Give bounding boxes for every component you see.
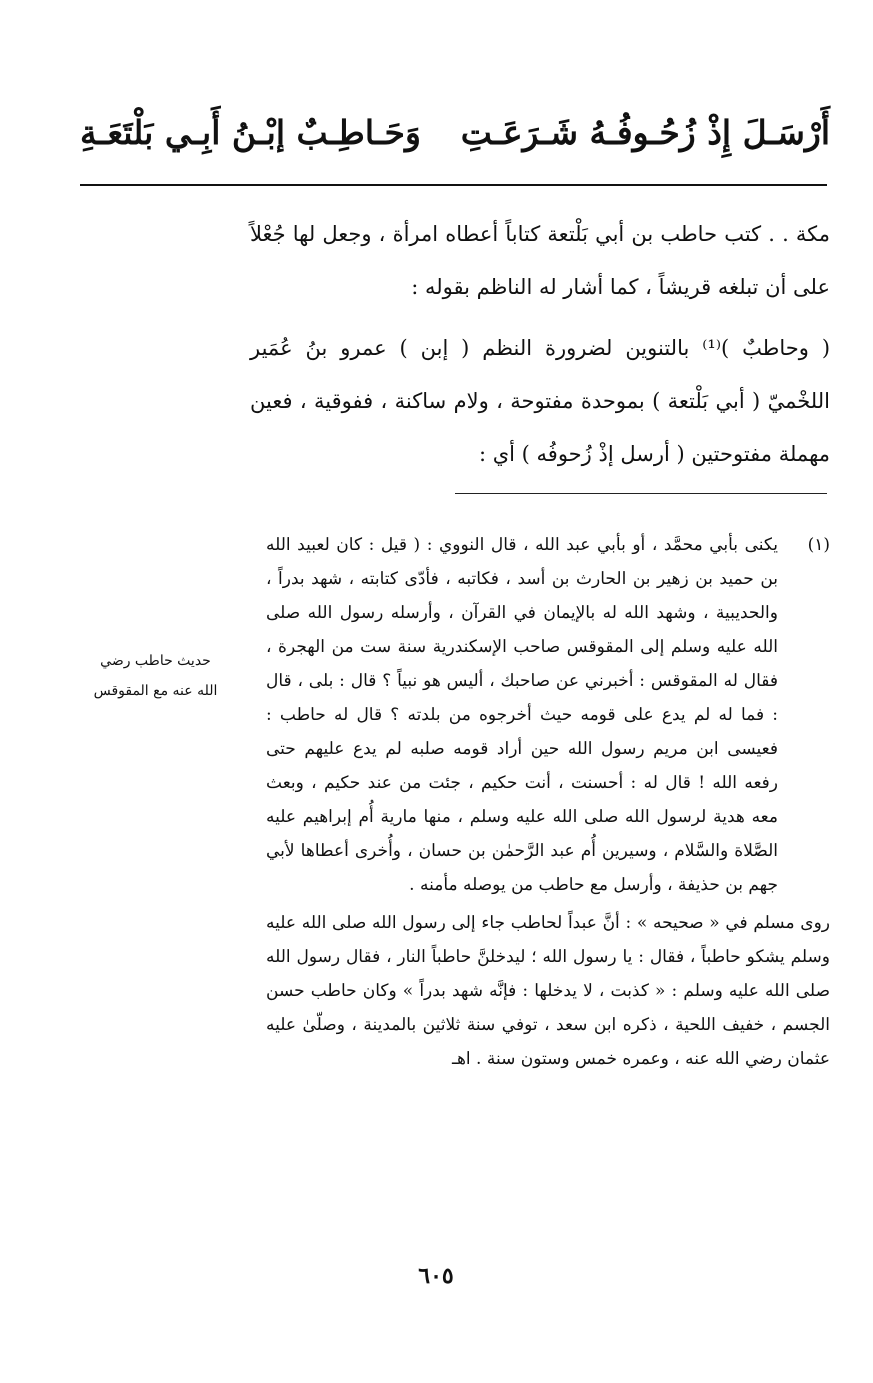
verse-right-hemistich: وَحَـاطِـبٌ إبْـنُ أَبِـي بَلْتَعَـةِ (80, 113, 421, 153)
commentary-text (250, 208, 830, 481)
footnote-paragraph-2: روى مسلم في « صحيحه » : أنَّ عبداً لحاطب جاء إلى رسول الله صلى الله عليه وسلم يشكو حاطباً ، فقال : يا رسول الله ؛ ليدخلنَّ حاطباً النار ، فقال رسول الله صلى الله عليه وسلم : « كذبت ، لا يدخلها : فإنَّه شهد بدراً » وكان حاطب حسن الجسم ، خفيف اللحية ، ذكره ابن سعد ، توفي سنة ثلاثين بالمدينة ، وصلّىٰ عليه عثمان رضي الله عنه ، وعمره خمس وستون سنة . اهـ (266, 913, 830, 1069)
margin-note (78, 646, 233, 706)
verse-left-hemistich: أَرْسَـلَ إِذْ زُحُـوفُـهُ شَـرَعَـتِ (460, 113, 830, 153)
footnote-number: (١) (807, 535, 830, 555)
verse-divider (80, 184, 827, 186)
footnote-paragraph-1: يكنى بأبي محمَّد ، أو بأبي عبد الله ، قال النووي : ( قيل : كان لعبيد الله بن حميد بن زهير بن الحارث بن أسد ، فكاتبه ، فأدّى كتابته ، شهد بدراً ، والحديبية ، وشهد الله له بالإيمان في القرآن ، وأرسله رسول الله صلى الله عليه وسلم إلى المقوقس صاحب الإسكندرية سنة ست من الهجرة ، فقال له المقوقس : أخبرني عن صاحبك ، أليس هو نبياً ؟ قال : بلى ، قال : فما له لم يدع على قومه حيث أخرجوه من بلدته ؟ قال له حاطب : فعيسى ابن مريم رسول الله حين أراد قومه صلبه لم يدع عليهم حتى رفعه الله ! قال له : أحسنت ، أنت حكيم ، جئت من عند حكيم ، وبعث معه هدية لرسول الله صلى الله عليه وسلم ، منها مارية أُم إبراهيم عليه الصَّلاة والسَّلام ، وسيرين أُم عبد الرَّحمٰن بن حسان ، وأُخرى أعطاها لأبي جهم بن حذيفة ، وأرسل مع حاطب من يوصله مأمنه . (266, 535, 778, 895)
margin-note-line-2: الله عنه مع المقوقس (93, 683, 218, 699)
footnote (266, 528, 830, 1076)
page-number: ٦٠٥ (418, 1263, 454, 1289)
margin-note-line-1: حديث حاطب رضي (100, 653, 211, 669)
verse-line (80, 98, 830, 168)
footnote-divider (455, 493, 827, 494)
commentary-paragraph-2: ( وحاطبٌ )⁽¹⁾ بالتنوين لضرورة النظم ( إبن ) عمرو بنُ عُمَير اللخْميّ ( أبي بَلْتعة ) بموحدة مفتوحة ، ولام ساكنة ، ففوقية ، فعين مهملة مفتوحتين ( أرسل إذْ زُحوفُه ) أي : (250, 336, 831, 466)
commentary-paragraph-1: مكة . . كتب حاطب بن أبي بَلْتعة كتاباً أعطاه امرأة ، وجعل لها جُعْلاً على أن تبلغه قريشاً ، كما أشار له الناظم بقوله : (250, 222, 830, 299)
